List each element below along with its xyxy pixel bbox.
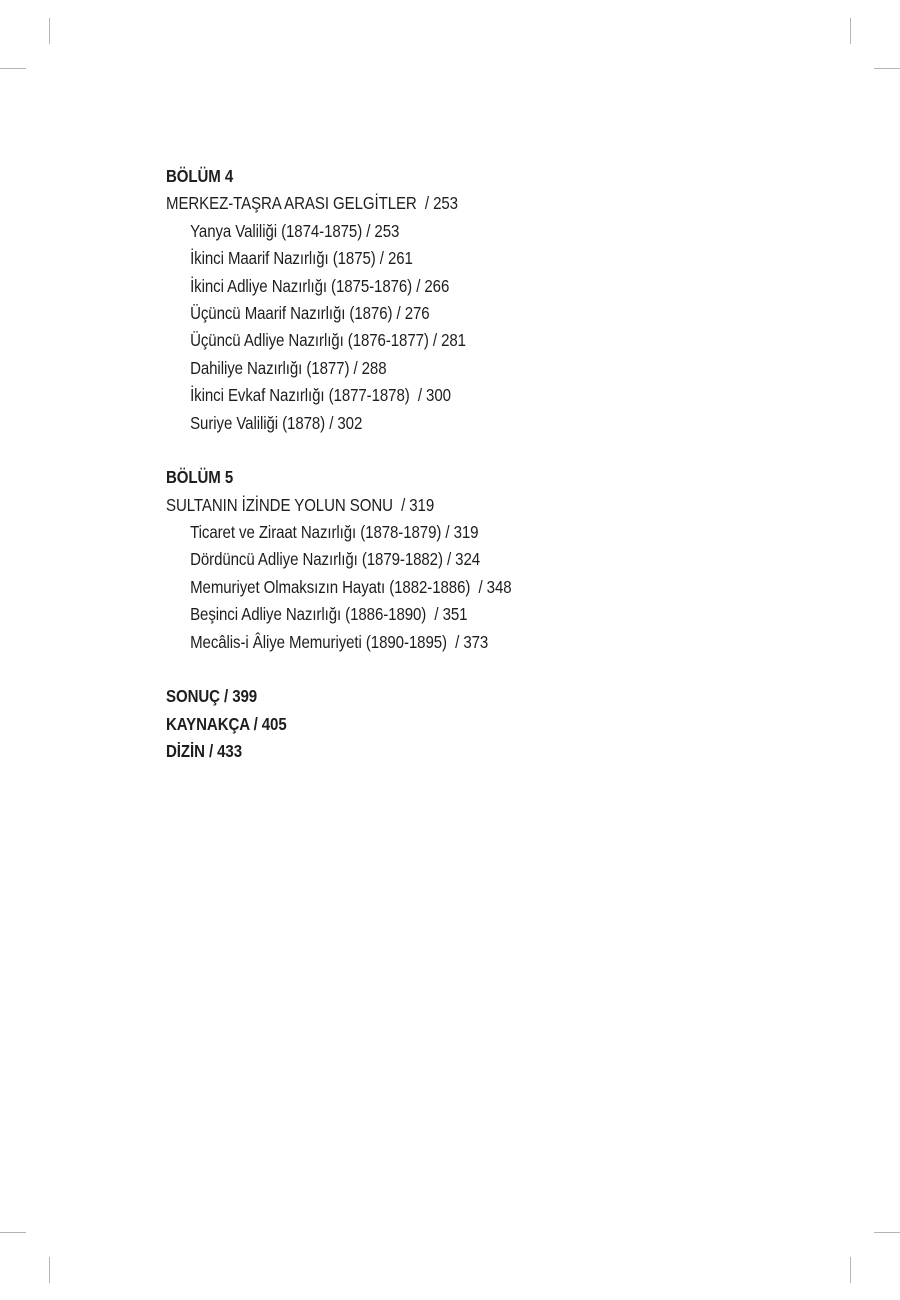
crop-mark-bottom-right-horizontal xyxy=(874,1232,900,1233)
crop-mark-top-left-vertical xyxy=(49,18,50,44)
crop-mark-top-right-horizontal xyxy=(874,68,900,69)
chapter-heading: BÖLÜM 4 xyxy=(166,166,234,186)
chapter-4 xyxy=(166,163,766,437)
chapter-5 xyxy=(166,464,766,656)
toc-entry: Yanya Valiliği (1874-1875) / 253 xyxy=(190,220,400,241)
back-matter xyxy=(166,683,766,765)
back-matter-entry-conclusion: SONUÇ / 399 xyxy=(166,686,258,707)
toc-entry: Mecâlis-i Âliye Memuriyeti (1890-1895) / 373 xyxy=(190,631,489,652)
toc-entry: Dahiliye Nazırlığı (1877) / 288 xyxy=(190,357,387,378)
crop-mark-top-left-horizontal xyxy=(0,68,26,69)
crop-mark-bottom-right-vertical xyxy=(850,1257,851,1283)
toc-entry: Memuriyet Olmaksızın Hayatı (1882-1886) / 348 xyxy=(190,576,512,597)
section-spacer xyxy=(166,437,766,464)
table-of-contents xyxy=(166,163,766,766)
toc-entry: Üçüncü Maarif Nazırlığı (1876) / 276 xyxy=(190,302,430,323)
back-matter-entry-bibliography: KAYNAKÇA / 405 xyxy=(166,713,287,734)
chapter-heading: BÖLÜM 5 xyxy=(166,467,234,488)
toc-entry: İkinci Evkaf Nazırlığı (1877-1878) / 300 xyxy=(190,385,451,406)
toc-entry: İkinci Maarif Nazırlığı (1875) / 261 xyxy=(190,248,413,269)
crop-mark-bottom-left-vertical xyxy=(49,1257,50,1283)
toc-entry: İkinci Adliye Nazırlığı (1875-1876) / 266 xyxy=(190,275,450,296)
section-spacer xyxy=(166,656,766,683)
toc-entry: Beşinci Adliye Nazırlığı (1886-1890) / 351 xyxy=(190,604,468,625)
toc-entry: Ticaret ve Ziraat Nazırlığı (1878-1879) / 319 xyxy=(190,522,479,543)
crop-mark-top-right-vertical xyxy=(850,18,851,44)
crop-mark-bottom-left-horizontal xyxy=(0,1232,26,1233)
toc-entry: Dördüncü Adliye Nazırlığı (1879-1882) / 324 xyxy=(190,549,481,570)
toc-entry: Suriye Valiliği (1878) / 302 xyxy=(190,412,363,433)
chapter-title: SULTANIN İZİNDE YOLUN SONU / 319 xyxy=(166,494,435,515)
back-matter-entry-index: DİZİN / 433 xyxy=(166,741,243,762)
chapter-title: MERKEZ-TAŞRA ARASI GELGİTLER / 253 xyxy=(166,193,458,214)
toc-entry: Üçüncü Adliye Nazırlığı (1876-1877) / 281 xyxy=(190,330,466,351)
